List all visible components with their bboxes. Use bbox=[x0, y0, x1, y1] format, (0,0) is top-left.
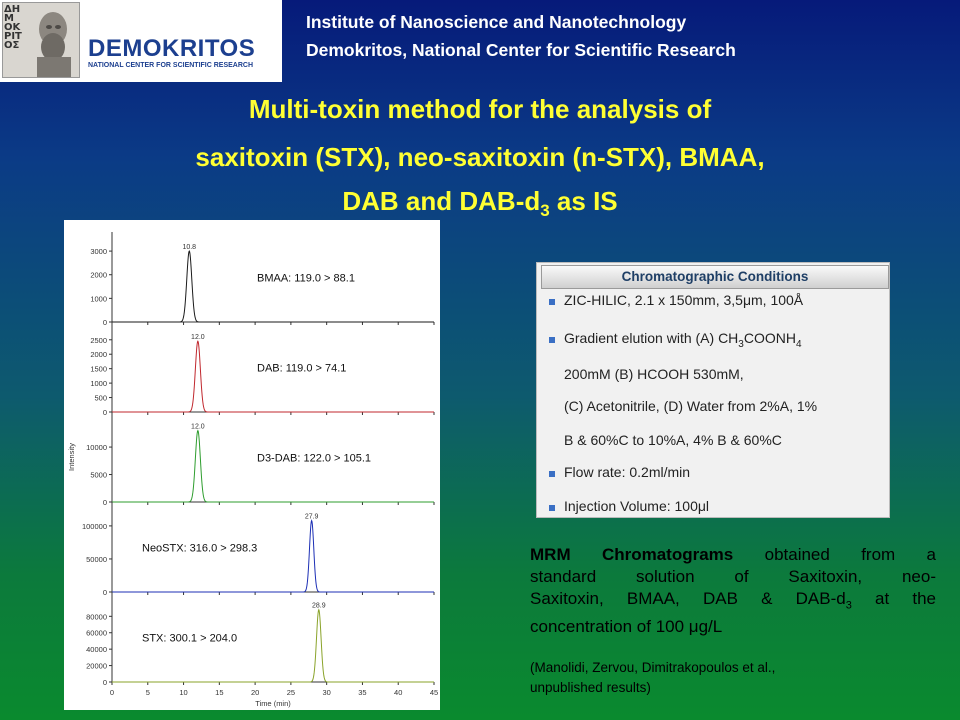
peak-label: 12.0 bbox=[191, 423, 205, 431]
title-line-1: Multi-toxin method for the analysis of bbox=[248, 94, 712, 124]
x-axis-label: Time (min) bbox=[255, 699, 291, 708]
bullet-icon bbox=[549, 505, 555, 511]
institute-line-1: Institute of Nanoscience and Nanotechnology bbox=[306, 12, 687, 32]
title-line-3 bbox=[60, 186, 900, 221]
y-tick-label: 10000 bbox=[86, 443, 107, 453]
gradient-text: Gradient elution with (A) CH bbox=[564, 330, 739, 346]
peak-label: 10.8 bbox=[182, 244, 197, 252]
y-tick-label: 40000 bbox=[86, 645, 107, 655]
x-tick-label: 5 bbox=[145, 688, 150, 697]
condition-gradient-cont-2: (C) Acetonitrile, (D) Water from 2%A, 1% bbox=[564, 398, 818, 414]
y-tick-label: 0 bbox=[102, 588, 107, 597]
chromatogram-trace bbox=[112, 521, 434, 592]
y-tick-label: 1000 bbox=[90, 379, 107, 389]
caption bbox=[530, 544, 936, 638]
y-tick-label: 60000 bbox=[86, 628, 107, 638]
caption-line-1 bbox=[530, 544, 936, 566]
x-tick-label: 15 bbox=[215, 688, 224, 697]
y-tick-label: 100000 bbox=[81, 521, 107, 531]
caption-reference-1: (Manolidi, Zervou, Dimitrakopoulos et al., bbox=[530, 660, 776, 675]
brand-subtitle: NATIONAL CENTER FOR SCIENTIFIC RESEARCH bbox=[88, 62, 254, 69]
condition-gradient-cont-1: 200mM (B) HCOOH 530mM, bbox=[564, 366, 744, 382]
y-tick-label: 2000 bbox=[90, 270, 107, 280]
x-tick-label: 10 bbox=[179, 688, 188, 697]
chromatogram-trace bbox=[112, 610, 434, 682]
y-tick-label: 1000 bbox=[90, 294, 107, 304]
institute-line-2: Demokritos, National Center for Scientific Research bbox=[306, 40, 736, 60]
x-tick-label: 0 bbox=[109, 688, 115, 697]
title-line-3-post: as IS bbox=[549, 186, 618, 216]
caption-line-3 bbox=[530, 588, 936, 616]
caption-reference-2: unpublished results) bbox=[530, 680, 651, 695]
caption-bold: MRM Chromatograms bbox=[530, 545, 734, 564]
peak-label: 27.9 bbox=[304, 513, 319, 521]
formula-sub-1: 3 bbox=[738, 338, 744, 350]
title-line-3-sub: 3 bbox=[540, 201, 550, 221]
bullet-icon bbox=[549, 337, 555, 343]
y-tick-label: 2000 bbox=[90, 350, 107, 360]
logo-box bbox=[0, 0, 282, 82]
chromatogram-panel bbox=[64, 220, 440, 710]
chromatogram-trace bbox=[112, 251, 434, 322]
x-tick-label: 40 bbox=[394, 688, 403, 697]
y-tick-label: 0 bbox=[102, 498, 107, 507]
chromatogram-trace bbox=[112, 431, 434, 502]
y-tick-label: 2500 bbox=[90, 335, 107, 345]
caption-line-3-post: at the bbox=[851, 589, 936, 608]
caption-line-3-sub: 3 bbox=[845, 599, 852, 612]
series-label: DAB: 119.0 > 74.1 bbox=[257, 362, 347, 375]
condition-injection-volume: Injection Volume: 100μl bbox=[564, 498, 710, 514]
formula-mid: COONH bbox=[743, 330, 796, 346]
seal-text: ΔΗΜΟΚΡΙΤΟΣ bbox=[4, 4, 22, 51]
condition-column: ZIC-HILIC, 2.1 x 150mm, 3,5μm, 100Å bbox=[564, 292, 804, 308]
conditions-header: Chromatographic Conditions bbox=[541, 265, 889, 289]
bullet-icon bbox=[549, 471, 555, 477]
x-tick-label: 25 bbox=[286, 688, 296, 697]
y-tick-label: 1500 bbox=[90, 364, 107, 374]
title-line-2: saxitoxin (STX), neo-saxitoxin (n-STX), BMAA, bbox=[195, 142, 765, 172]
demokritos-seal bbox=[2, 2, 80, 78]
caption-line-2: standard solution of Saxitoxin, neo- bbox=[530, 567, 936, 586]
formula-sub-2: 4 bbox=[795, 338, 802, 350]
y-tick-label: 50000 bbox=[86, 554, 107, 564]
peak-label: 28.9 bbox=[311, 602, 326, 610]
peak-label: 12.0 bbox=[191, 334, 205, 342]
x-tick-label: 45 bbox=[429, 688, 439, 697]
caption-line-3-pre: Saxitoxin, BMAA, DAB & DAB-d bbox=[530, 589, 846, 608]
series-label: NeoSTX: 316.0 > 298.3 bbox=[142, 542, 258, 555]
y-tick-label: 80000 bbox=[86, 612, 107, 622]
y-tick-label: 500 bbox=[94, 393, 107, 403]
title-line-3-pre: DAB and DAB-d bbox=[342, 186, 541, 216]
y-tick-label: 0 bbox=[102, 678, 107, 687]
x-tick-label: 20 bbox=[250, 688, 260, 697]
x-tick-label: 35 bbox=[358, 688, 367, 697]
x-tick-label: 30 bbox=[322, 688, 331, 697]
caption-line-4: concentration of 100 μg/L bbox=[530, 617, 723, 637]
y-tick-label: 0 bbox=[102, 408, 107, 417]
series-label: STX: 300.1 > 204.0 bbox=[142, 632, 238, 645]
chromatogram-chart bbox=[64, 220, 440, 710]
condition-gradient-cont-3: B & 60%C to 10%A, 4% B & 60%C bbox=[564, 432, 782, 448]
chromatogram-trace bbox=[112, 341, 434, 412]
condition-flow-rate: Flow rate: 0.2ml/min bbox=[564, 464, 691, 480]
series-label: D3-DAB: 122.0 > 105.1 bbox=[257, 452, 372, 465]
y-tick-label: 0 bbox=[102, 318, 107, 327]
bust-icon bbox=[27, 7, 77, 77]
caption-line-1-rest: obtained from a bbox=[733, 545, 937, 564]
y-tick-label: 3000 bbox=[90, 247, 107, 257]
series-label: BMAA: 119.0 > 88.1 bbox=[257, 272, 355, 285]
y-tick-label: 20000 bbox=[86, 661, 107, 671]
bullet-icon bbox=[549, 299, 555, 305]
y-tick-label: 5000 bbox=[90, 470, 107, 480]
y-axis-label: Intensity bbox=[67, 443, 76, 471]
condition-gradient bbox=[564, 330, 802, 350]
brand-name: DEMOKRITOS bbox=[88, 35, 256, 62]
